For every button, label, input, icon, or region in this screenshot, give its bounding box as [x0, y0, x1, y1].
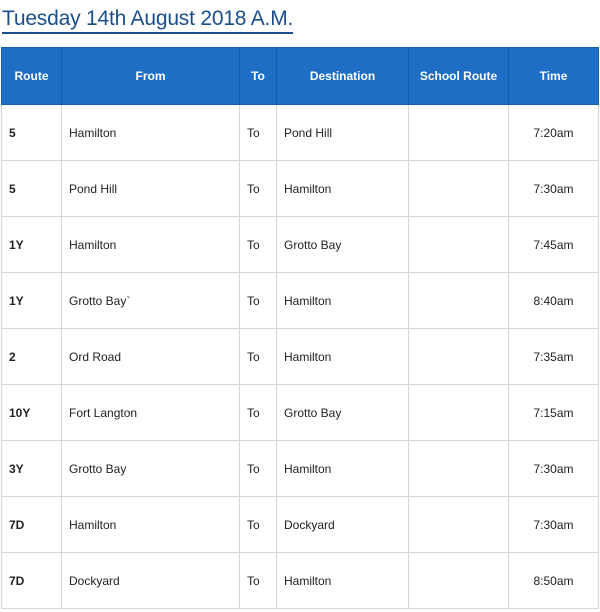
destination-cell: Hamilton [277, 161, 409, 217]
bus-schedule-table [1, 47, 599, 609]
table-row [2, 553, 599, 609]
time-cell: 7:35am [509, 329, 599, 385]
from-cell: Grotto Bay [62, 441, 240, 497]
route-cell: 7D [2, 553, 62, 609]
route-cell: 1Y [2, 217, 62, 273]
time-cell: 7:30am [509, 497, 599, 553]
school-route-cell [409, 497, 509, 553]
route-cell: 7D [2, 497, 62, 553]
table-row [2, 105, 599, 161]
to-cell: To [240, 329, 277, 385]
table-row [2, 497, 599, 553]
table-row [2, 217, 599, 273]
from-cell: Ord Road [62, 329, 240, 385]
to-cell: To [240, 273, 277, 329]
destination-cell: Dockyard [277, 497, 409, 553]
header-from: From [62, 48, 240, 105]
school-route-cell [409, 273, 509, 329]
to-cell: To [240, 441, 277, 497]
to-cell: To [240, 217, 277, 273]
route-cell: 10Y [2, 385, 62, 441]
route-cell: 2 [2, 329, 62, 385]
destination-cell: Grotto Bay [277, 385, 409, 441]
from-cell: Pond Hill [62, 161, 240, 217]
schedule-body [2, 105, 599, 609]
destination-cell: Hamilton [277, 329, 409, 385]
table-header-row [2, 48, 599, 105]
time-cell: 8:40am [509, 273, 599, 329]
time-cell: 7:45am [509, 217, 599, 273]
route-cell: 1Y [2, 273, 62, 329]
school-route-cell [409, 441, 509, 497]
to-cell: To [240, 553, 277, 609]
school-route-cell [409, 553, 509, 609]
from-cell: Hamilton [62, 217, 240, 273]
school-route-cell [409, 161, 509, 217]
from-cell: Fort Langton [62, 385, 240, 441]
school-route-cell [409, 385, 509, 441]
destination-cell: Grotto Bay [277, 217, 409, 273]
school-route-cell [409, 105, 509, 161]
to-cell: To [240, 385, 277, 441]
time-cell: 7:20am [509, 105, 599, 161]
destination-cell: Pond Hill [277, 105, 409, 161]
route-cell: 3Y [2, 441, 62, 497]
header-route: Route [2, 48, 62, 105]
destination-cell: Hamilton [277, 273, 409, 329]
destination-cell: Hamilton [277, 441, 409, 497]
from-cell: Hamilton [62, 105, 240, 161]
header-destination: Destination [277, 48, 409, 105]
school-route-cell [409, 217, 509, 273]
to-cell: To [240, 105, 277, 161]
to-cell: To [240, 161, 277, 217]
time-cell: 7:15am [509, 385, 599, 441]
header-to: To [240, 48, 277, 105]
school-route-cell [409, 329, 509, 385]
destination-cell: Hamilton [277, 553, 409, 609]
table-row [2, 385, 599, 441]
time-cell: 7:30am [509, 161, 599, 217]
header-school-route: School Route [409, 48, 509, 105]
route-cell: 5 [2, 161, 62, 217]
time-cell: 7:30am [509, 441, 599, 497]
table-row [2, 273, 599, 329]
header-time: Time [509, 48, 599, 105]
from-cell: Hamilton [62, 497, 240, 553]
table-row [2, 161, 599, 217]
table-row [2, 329, 599, 385]
from-cell: Grotto Bay` [62, 273, 240, 329]
to-cell: To [240, 497, 277, 553]
from-cell: Dockyard [62, 553, 240, 609]
route-cell: 5 [2, 105, 62, 161]
time-cell: 8:50am [509, 553, 599, 609]
table-row [2, 441, 599, 497]
page-title: Tuesday 14th August 2018 A.M. [2, 7, 293, 34]
